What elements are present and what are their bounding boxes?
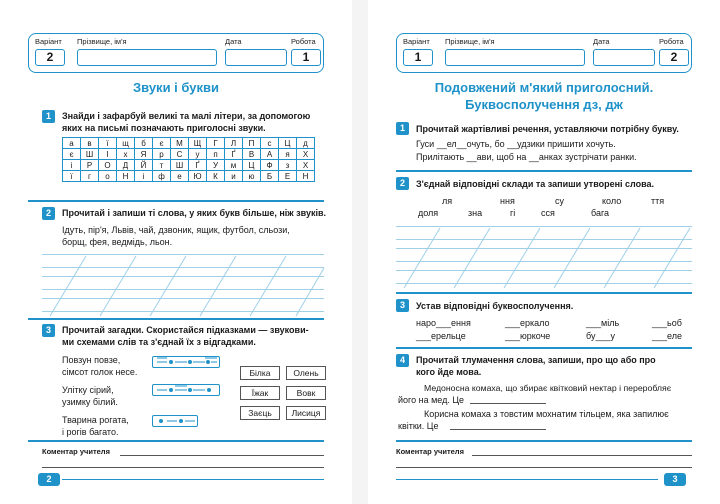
fill-word[interactable]: ___юркоче bbox=[505, 331, 551, 341]
letter-cell[interactable]: Б bbox=[261, 171, 279, 182]
fill-word[interactable]: ___ьоб bbox=[652, 318, 682, 328]
riddle-line: і рогів багато. bbox=[62, 427, 119, 437]
name-label: Прізвище, ім'я bbox=[77, 37, 127, 46]
letter-cell[interactable]: у bbox=[189, 149, 207, 160]
answer-blank[interactable] bbox=[450, 420, 546, 430]
letter-cell[interactable]: Ц bbox=[243, 160, 261, 171]
letter-cell[interactable]: ї bbox=[63, 171, 81, 182]
letter-cell[interactable]: Н bbox=[297, 171, 315, 182]
letter-cell[interactable]: Г bbox=[207, 138, 225, 149]
task-number: 3 bbox=[42, 324, 55, 337]
task-number: 2 bbox=[42, 207, 55, 220]
teacher-comment-line[interactable] bbox=[472, 447, 692, 456]
letter-cell[interactable]: К bbox=[207, 171, 225, 182]
sentence-line: Гуси __ел__очуть, бо __удзики пришити хочуть. bbox=[416, 139, 616, 149]
letter-cell[interactable]: Ш bbox=[81, 149, 99, 160]
slant-guides bbox=[0, 248, 352, 328]
letter-cell[interactable]: і bbox=[135, 171, 153, 182]
fill-word[interactable]: наро___ення bbox=[416, 318, 471, 328]
definition-text: його на мед. Це bbox=[398, 395, 465, 405]
syllable[interactable]: зна bbox=[468, 208, 483, 218]
task-instruction: З'єднай відповідні склади та запиши утворені слова. bbox=[416, 179, 655, 189]
letter-cell[interactable]: Д bbox=[117, 160, 135, 171]
section-divider bbox=[396, 347, 692, 349]
page-subtitle: Буквосполучення дз, дж bbox=[465, 97, 623, 112]
letter-cell[interactable]: в bbox=[81, 138, 99, 149]
section-divider bbox=[28, 440, 324, 442]
letter-cell[interactable]: П bbox=[243, 138, 261, 149]
work-label: Робота bbox=[659, 37, 684, 46]
fill-word[interactable]: бу___у bbox=[586, 331, 615, 341]
definition-text: Медоносна комаха, що збирає квітковий нектар і переробляє bbox=[424, 383, 672, 393]
letter-cell[interactable]: г bbox=[81, 171, 99, 182]
letter-cell[interactable]: Й bbox=[135, 160, 153, 171]
letter-cell[interactable]: Х bbox=[297, 160, 315, 171]
definition-text: Корисна комаха з товстим мохнатим тільцем, яка запилює bbox=[424, 409, 669, 419]
sound-scheme-drawing bbox=[153, 416, 199, 428]
letter-grid-row bbox=[63, 160, 315, 171]
word-list: Ідуть, пір'я, Львів, чай, дзвоник, ящик, футбол, сльози, bbox=[62, 225, 290, 235]
variant-number: 2 bbox=[35, 49, 65, 66]
teacher-comment-line[interactable] bbox=[120, 447, 324, 456]
sound-scheme-drawing bbox=[153, 385, 221, 397]
syllable[interactable]: ття bbox=[651, 196, 665, 206]
name-field[interactable] bbox=[445, 49, 585, 66]
task-instruction: Знайди і зафарбуй великі та малі літери, за допомогою яких на письмі позначають приголосні звуки. bbox=[62, 111, 311, 133]
syllable[interactable]: су bbox=[555, 196, 564, 206]
page-number: 2 bbox=[38, 473, 60, 486]
teacher-comment-label: Коментар учителя bbox=[396, 447, 464, 456]
section-divider bbox=[396, 170, 692, 172]
letter-cell[interactable]: М bbox=[171, 138, 189, 149]
task-instruction: кого йде мова. bbox=[416, 367, 482, 377]
letter-cell[interactable]: ю bbox=[243, 171, 261, 182]
right-page bbox=[368, 0, 720, 504]
letter-cell[interactable]: О bbox=[99, 160, 117, 171]
syllable[interactable]: коло bbox=[602, 196, 622, 206]
section-divider bbox=[28, 318, 324, 320]
riddle-line: Повзун повзе, bbox=[62, 355, 121, 365]
sound-scheme bbox=[152, 415, 198, 427]
syllable[interactable]: ля bbox=[442, 196, 453, 206]
letter-cell[interactable]: Ц bbox=[279, 138, 297, 149]
fill-word[interactable]: ___еле bbox=[652, 331, 682, 341]
section-divider bbox=[396, 440, 692, 442]
riddle-line: сімсот голок несе. bbox=[62, 367, 138, 377]
syllable[interactable]: доля bbox=[418, 208, 439, 218]
letter-cell[interactable]: Ґ bbox=[225, 149, 243, 160]
variant-label: Варіант bbox=[35, 37, 62, 46]
worksheet-header bbox=[28, 33, 324, 73]
date-field[interactable] bbox=[225, 49, 287, 66]
letter-cell[interactable]: д bbox=[297, 138, 315, 149]
task-number: 3 bbox=[396, 299, 409, 312]
syllable[interactable]: гі bbox=[510, 208, 516, 218]
sound-scheme bbox=[152, 384, 220, 396]
task-instruction: Прочитай загадки. Скористайся підказками — звукови- bbox=[62, 325, 309, 335]
date-field[interactable] bbox=[593, 49, 655, 66]
syllable[interactable]: сся bbox=[541, 208, 555, 218]
teacher-comment-line[interactable] bbox=[396, 459, 692, 468]
work-label: Робота bbox=[291, 37, 316, 46]
letter-cell[interactable]: Ю bbox=[189, 171, 207, 182]
fill-word[interactable]: ___міль bbox=[586, 318, 620, 328]
letter-cell[interactable]: и bbox=[225, 171, 243, 182]
work-number: 1 bbox=[291, 49, 321, 66]
letter-cell[interactable]: Я bbox=[135, 149, 153, 160]
letter-cell[interactable]: І bbox=[99, 149, 117, 160]
letter-cell[interactable]: В bbox=[243, 149, 261, 160]
letter-cell[interactable]: ф bbox=[153, 171, 171, 182]
letter-cell[interactable]: Е bbox=[279, 171, 297, 182]
letter-cell[interactable]: щ bbox=[117, 138, 135, 149]
letter-cell[interactable]: о bbox=[99, 171, 117, 182]
letter-cell[interactable]: і bbox=[63, 160, 81, 171]
letter-grid-row bbox=[63, 149, 315, 160]
slant-guides bbox=[368, 220, 720, 300]
variant-label: Варіант bbox=[403, 37, 430, 46]
answer-option[interactable]: Олень bbox=[286, 366, 326, 380]
task-number: 1 bbox=[396, 122, 409, 135]
letter-cell[interactable]: Ґ bbox=[189, 160, 207, 171]
variant-number: 1 bbox=[403, 49, 433, 66]
word-list: борщ, фея, ведмідь, льон. bbox=[62, 237, 173, 247]
footer-rule bbox=[396, 479, 658, 480]
teacher-comment-label: Коментар учителя bbox=[42, 447, 110, 456]
task-number: 1 bbox=[42, 110, 55, 123]
page-title: Звуки і букви bbox=[133, 80, 219, 95]
letter-cell[interactable]: є bbox=[63, 149, 81, 160]
sound-scheme-drawing bbox=[153, 357, 221, 369]
letter-cell[interactable]: Ф bbox=[261, 160, 279, 171]
letter-grid-row bbox=[63, 138, 315, 149]
letter-cell[interactable]: с bbox=[261, 138, 279, 149]
answer-option[interactable]: Заєць bbox=[240, 406, 280, 420]
letter-cell[interactable]: м bbox=[225, 160, 243, 171]
date-label: Дата bbox=[593, 37, 610, 46]
left-page bbox=[0, 0, 352, 504]
name-label: Прізвище, ім'я bbox=[445, 37, 495, 46]
letter-grid-row bbox=[63, 171, 315, 182]
syllable[interactable]: бага bbox=[591, 208, 610, 218]
letter-cell[interactable]: з bbox=[279, 160, 297, 171]
letter-cell[interactable]: е bbox=[171, 171, 189, 182]
task-instruction: ми схемами слів та з'єднай їх з відгадками. bbox=[62, 337, 256, 347]
answer-option[interactable]: Вовк bbox=[286, 386, 326, 400]
worksheet-header bbox=[396, 33, 692, 73]
sentence-line: Прилітають __ави, щоб на __анках зустрічати ранки. bbox=[416, 152, 637, 162]
answer-option[interactable]: Їжак bbox=[240, 386, 280, 400]
definition-text: квітки. Це bbox=[398, 421, 439, 431]
letter-cell[interactable]: Щ bbox=[189, 138, 207, 149]
sound-scheme bbox=[152, 356, 220, 368]
letter-cell[interactable]: Р bbox=[81, 160, 99, 171]
section-divider bbox=[28, 200, 324, 202]
answer-blank[interactable] bbox=[470, 394, 546, 404]
letter-cell[interactable]: а bbox=[63, 138, 81, 149]
letter-cell[interactable]: я bbox=[279, 149, 297, 160]
task-number: 2 bbox=[396, 177, 409, 190]
syllable[interactable]: ння bbox=[500, 196, 515, 206]
riddle-line: Тварина рогата, bbox=[62, 415, 129, 425]
letter-cell[interactable]: п bbox=[207, 149, 225, 160]
letter-cell[interactable]: т bbox=[153, 160, 171, 171]
section-divider bbox=[396, 292, 692, 294]
page-title: Подовжений м'який приголосний. bbox=[434, 80, 654, 95]
letter-cell[interactable]: Х bbox=[297, 149, 315, 160]
letter-cell[interactable]: Ш bbox=[171, 160, 189, 171]
task-instruction: Прочитай тлумачення слова, запиши, про що або про bbox=[416, 355, 656, 365]
letter-cell[interactable]: У bbox=[207, 160, 225, 171]
answer-option[interactable]: Білка bbox=[240, 366, 280, 380]
page-number: 3 bbox=[664, 473, 686, 486]
letter-cell[interactable]: є bbox=[153, 138, 171, 149]
name-field[interactable] bbox=[77, 49, 217, 66]
fill-word[interactable]: ___ерельце bbox=[416, 331, 466, 341]
letter-cell[interactable]: А bbox=[261, 149, 279, 160]
teacher-comment-line[interactable] bbox=[42, 459, 324, 468]
footer-rule bbox=[62, 479, 324, 480]
fill-word[interactable]: ___еркало bbox=[505, 318, 550, 328]
task-number: 4 bbox=[396, 354, 409, 367]
date-label: Дата bbox=[225, 37, 242, 46]
riddle-line: Улітку сірий, bbox=[62, 385, 114, 395]
letter-cell[interactable]: р bbox=[153, 149, 171, 160]
riddle-line: узимку білий. bbox=[62, 397, 118, 407]
book-gutter bbox=[352, 0, 368, 504]
task-instruction: Прочитай жартівливі речення, уставляючи потрібну букву. bbox=[416, 124, 679, 134]
letter-cell[interactable]: С bbox=[171, 149, 189, 160]
answer-option[interactable]: Лисиця bbox=[286, 406, 326, 420]
task-instruction: Устав відповідні буквосполучення. bbox=[416, 301, 574, 311]
work-number: 2 bbox=[659, 49, 689, 66]
letter-cell[interactable]: Н bbox=[117, 171, 135, 182]
letter-cell[interactable]: х bbox=[117, 149, 135, 160]
letter-cell[interactable]: Л bbox=[225, 138, 243, 149]
task-instruction: Прочитай і запиши ті слова, у яких букв більше, ніж звуків. bbox=[62, 208, 326, 218]
letter-cell[interactable]: б bbox=[135, 138, 153, 149]
letter-grid bbox=[62, 137, 315, 182]
letter-cell[interactable]: ї bbox=[99, 138, 117, 149]
